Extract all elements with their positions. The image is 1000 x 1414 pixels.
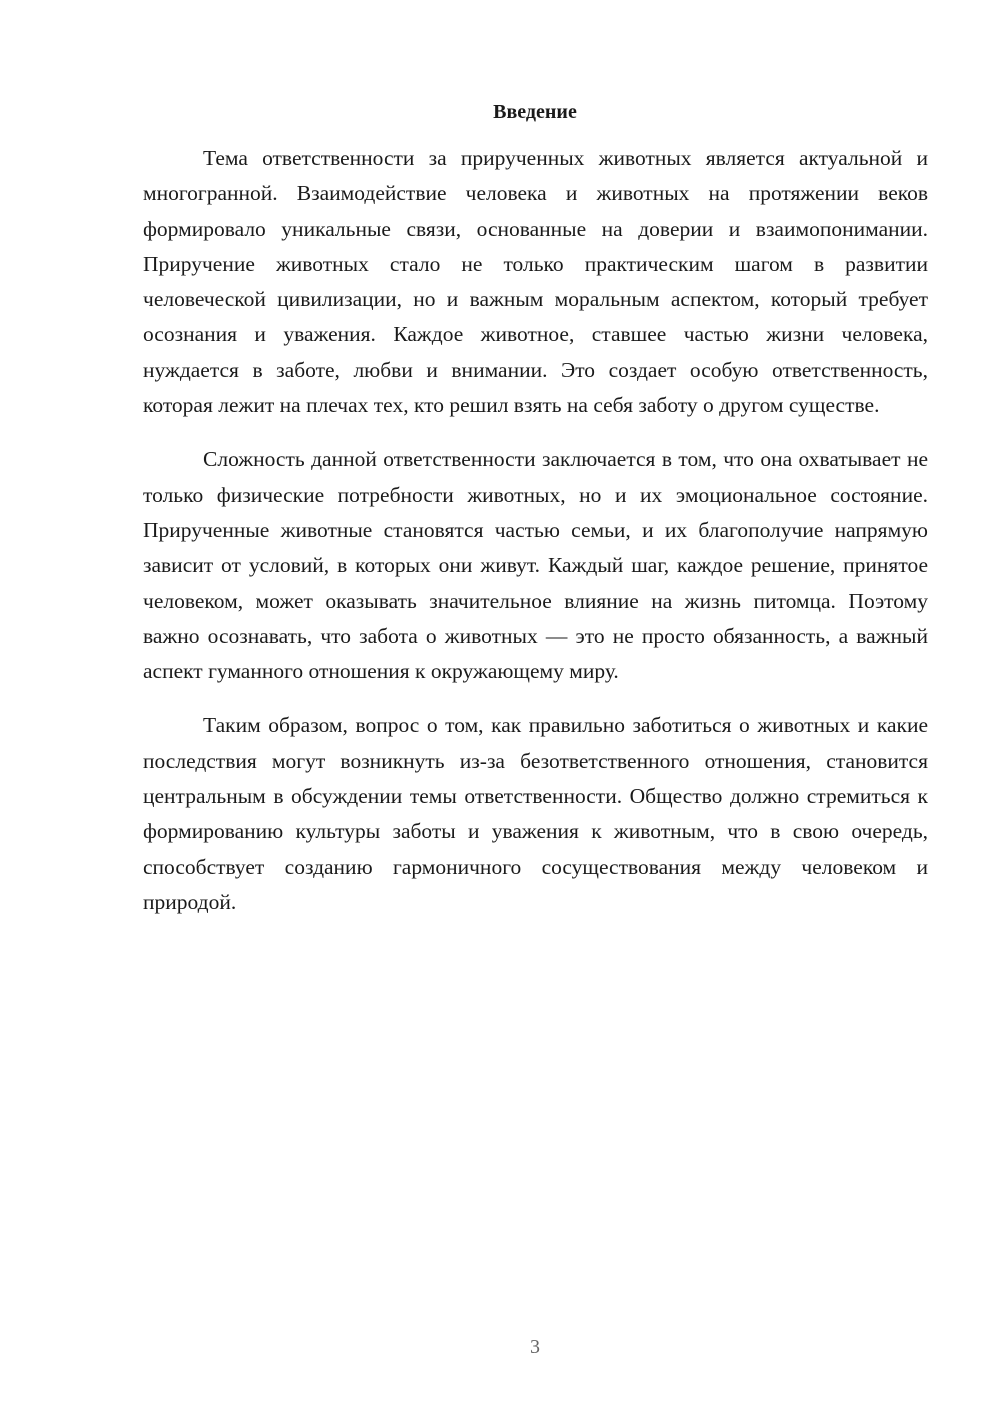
document-body	[143, 141, 928, 920]
page-title: Введение	[493, 101, 577, 123]
paragraph-1: Тема ответственности за прирученных животных является актуальной и многогранной. Взаимодействие человека и животных на протяжении веков формировало уникальные связи, основанные на доверии и взаимопонимании. Приручение животных стало не только практическим шагом в развитии человеческой цивилизации, но и важным моральным аспектом, который требует осознания и уважения. Каждое животное, ставшее частью жизни человека, нуждается в заботе, любви и внимании. Это создает особую ответственность, которая лежит на плечах тех, кто решил взять на себя заботу о другом существе.	[143, 146, 928, 418]
paragraph-2: Сложность данной ответственности заключается в том, что она охватывает не только физические потребности животных, но и их эмоциональное состояние. Прирученные животные становятся частью семьи, и их благополучие напрямую зависит от условий, в которых они живут. Каждый шаг, каждое решение, принятое человеком, может оказывать значительное влияние на жизнь питомца. Поэтому важно осознавать, что забота о животных — это не просто обязанность, а важный аспект гуманного отношения к окружающему миру.	[143, 447, 928, 684]
paragraph-3: Таким образом, вопрос о том, как правильно заботиться о животных и какие последствия могут возникнуть из-за безответственного отношения, становится центральным в обсуждении темы ответственности. Общество должно стремиться к формированию культуры заботы и уважения к животным, что в свою очередь, способствует созданию гармоничного сосуществования между человеком и природой.	[143, 713, 928, 914]
page-number: 3	[530, 1336, 540, 1358]
